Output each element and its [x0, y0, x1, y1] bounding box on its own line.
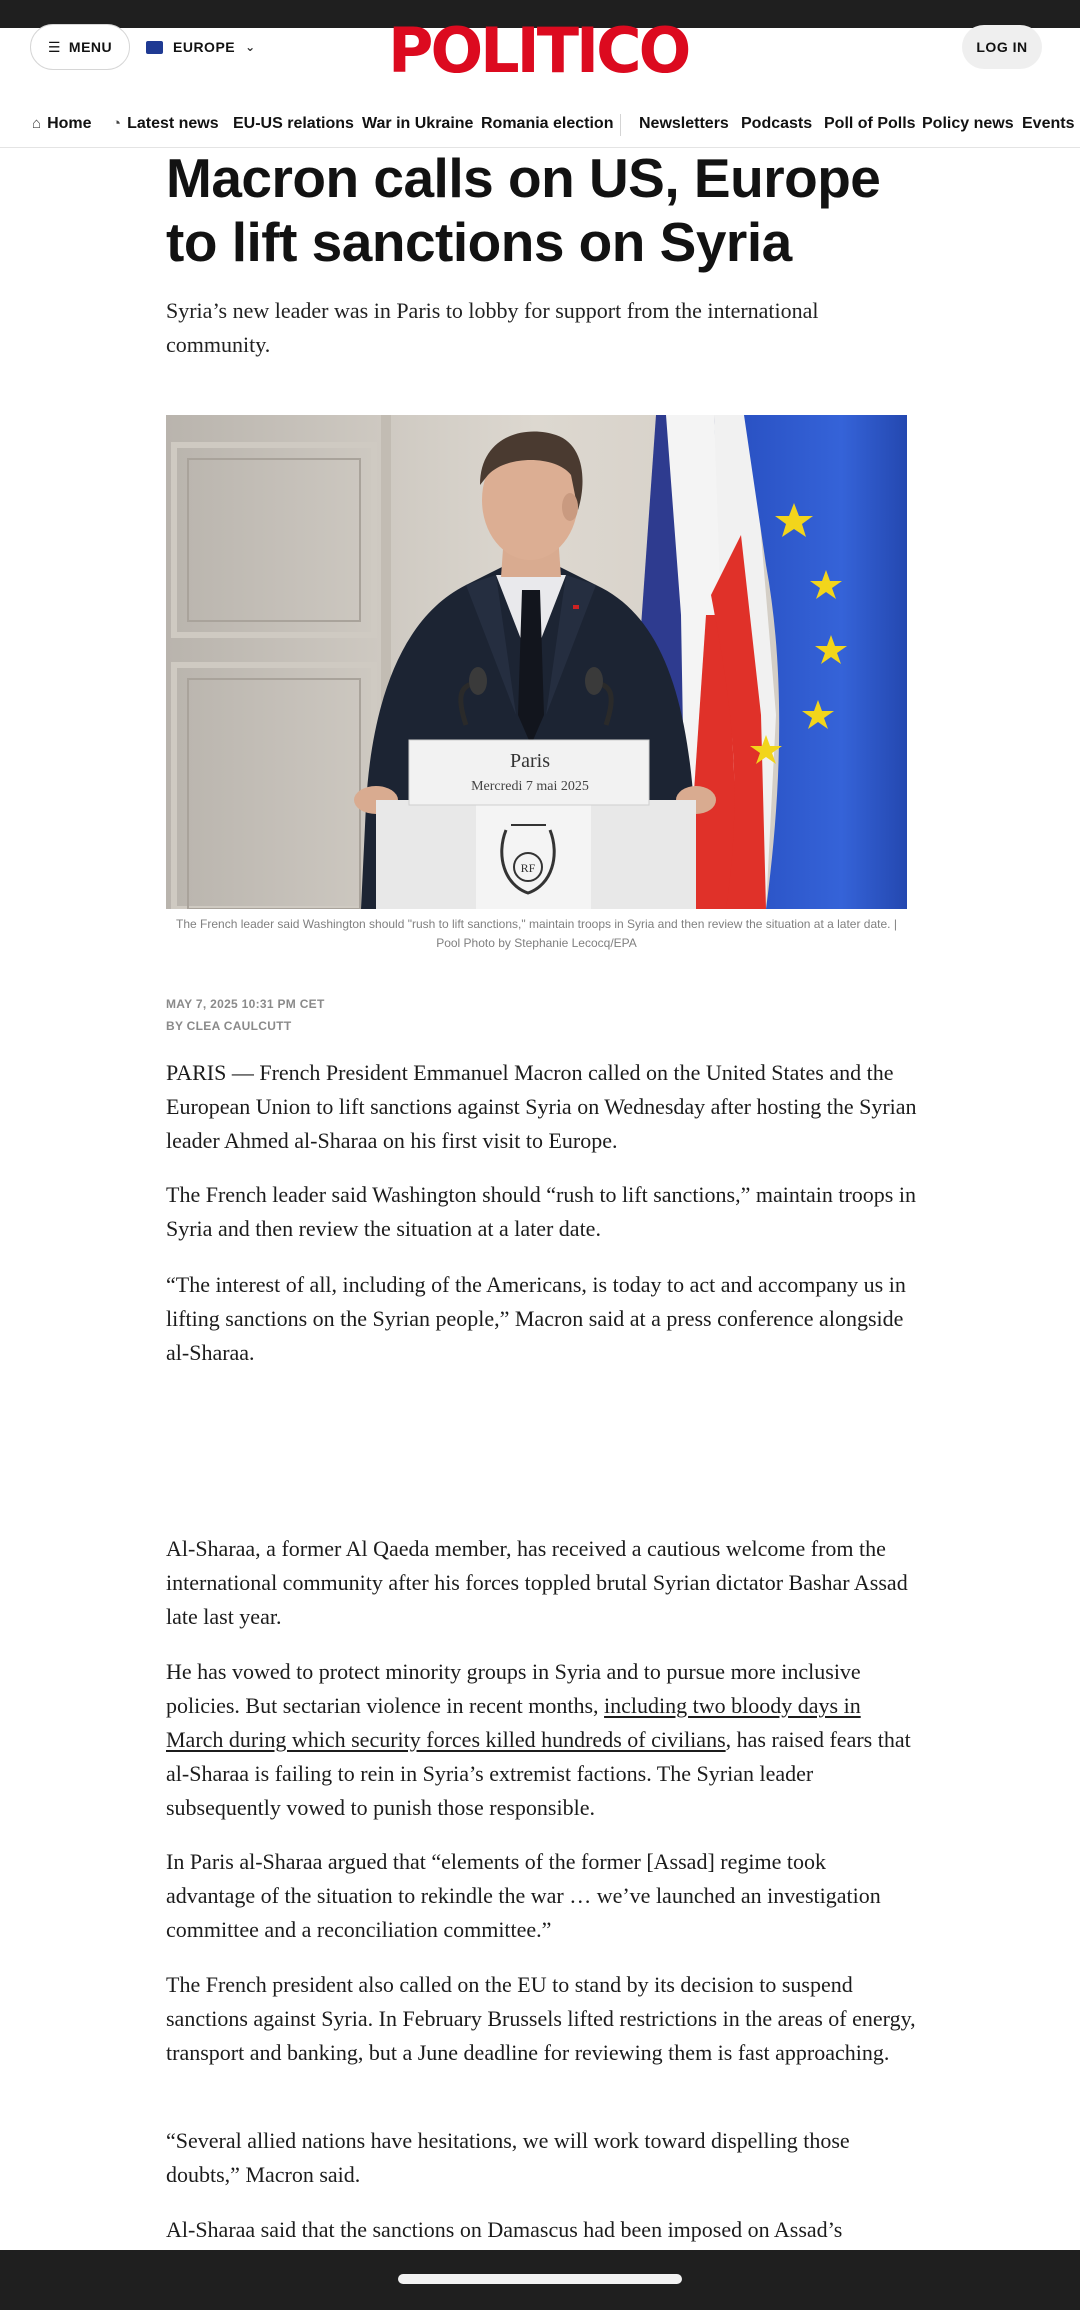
chevron-down-icon: ⌄ [245, 40, 256, 54]
article-paragraph: The French leader said Washington should “rush to lift sanctions,” maintain troops in Syria and then review the situation at a later date. [166, 1182, 916, 1241]
article-paragraph [166, 1655, 920, 1825]
nav-item-label: Latest news [127, 115, 219, 132]
article-paragraph: In Paris al-Sharaa argued that “elements of the former [Assad] regime took advantage of the situation to rekindle the war … we’ve launched an investigation committee and a reconciliation committee.” [166, 1849, 881, 1942]
menu-button[interactable] [30, 24, 130, 70]
article-paragraph: “The interest of all, including of the Americans, is today to act and accompany us in lifting sanctions on the Syrian people,” Macron said at a press conference alongside al-Sharaa. [166, 1272, 906, 1365]
article-paragraph: Al-Sharaa, a former Al Qaeda member, has received a cautious welcome from the international community after his forces toppled brutal Syrian dictator Bashar Assad late last year. [166, 1536, 908, 1629]
article-subhead: Syria’s new leader was in Paris to lobby for support from the international community. [166, 298, 819, 357]
nav-item-eu-us-relations[interactable]: EU-US relations [233, 115, 354, 132]
publish-date: MAY 7, 2025 10:31 PM CET [166, 997, 325, 1011]
nav-divider [620, 114, 621, 136]
section-nav [0, 104, 1080, 148]
podium-place-text: Paris [510, 750, 550, 772]
nav-item-events[interactable]: Events [1022, 115, 1075, 132]
article-paragraph: The French president also called on the EU to stand by its decision to suspend sanctions against Syria. In February Brussels lifted restrictions in the areas of energy, transport and banking, but a June deadline for reviewing them is fast approaching. [166, 1972, 916, 2065]
paragraph-text: He has vowed to protect minority groups in Syria and to pursue more inclusive policies. But sectarian violence in recent months, [166, 1659, 861, 1718]
menu-search-icon: ☰ [47, 38, 61, 55]
article-photo [166, 415, 907, 909]
podium-seal-text: RF [520, 861, 536, 875]
nav-item-poll-of-polls[interactable]: Poll of Polls [824, 115, 916, 132]
nav-item-label: Home [47, 115, 92, 132]
nav-item-podcasts[interactable]: Podcasts [741, 115, 813, 132]
paragraph-text: , has raised fears that al-Sharaa is failing to rein in Syria’s extremist factions. The Syrian leader subsequently vowed to punish those responsible. [166, 1727, 911, 1820]
byline[interactable]: BY CLEA CAULCUTT [166, 1019, 292, 1033]
article-paragraph: PARIS — French President Emmanuel Macron called on the United States and the European Union to lift sanctions against Syria on Wednesday after hosting the Syrian leader Ahmed al-Sharaa on his first visit to Europe. [166, 1060, 917, 1153]
article-paragraph: Al-Sharaa said that the sanctions on Damascus had been imposed on Assad’s [166, 2217, 843, 2242]
nav-item-home[interactable] [32, 104, 92, 144]
nav-item-latest-news[interactable] [112, 104, 219, 144]
home-icon: ⌂ [32, 115, 42, 132]
eu-flag-icon [146, 41, 163, 54]
photo-caption: The French leader said Washington should "rush to lift sanctions," maintain troops in Syria and then review the situation at a later date. | Pool Photo by Stephanie Lecocq/EPA [176, 917, 897, 950]
nav-item-romania-election[interactable]: Romania election [481, 115, 614, 132]
article-paragraph: “Several allied nations have hesitations, we will work toward dispelling those doubts,” Macron said. [166, 2128, 850, 2187]
home-gesture-handle[interactable] [398, 2274, 682, 2284]
politico-logo[interactable]: POLITICO [388, 14, 689, 87]
article-headline: Macron calls on US, Europe to lift sanctions on Syria [166, 147, 881, 273]
inline-article-link[interactable]: including two bloody days in March during which security forces killed hundreds of civilians [166, 1693, 861, 1752]
nav-item-policy-news[interactable]: Policy news [922, 115, 1014, 132]
clock-icon: ◔ [112, 115, 122, 132]
site-header [0, 14, 1080, 94]
login-button[interactable]: LOG IN [962, 25, 1042, 69]
nav-item-newsletters[interactable]: Newsletters [639, 115, 729, 132]
nav-item-war-in-ukraine[interactable]: War in Ukraine [362, 115, 474, 132]
podium-date-text: Mercredi 7 mai 2025 [471, 779, 589, 794]
edition-label: EUROPE [173, 39, 236, 55]
menu-label: MENU [68, 39, 113, 55]
edition-selector[interactable] [146, 24, 256, 70]
article-meta [166, 993, 325, 1037]
